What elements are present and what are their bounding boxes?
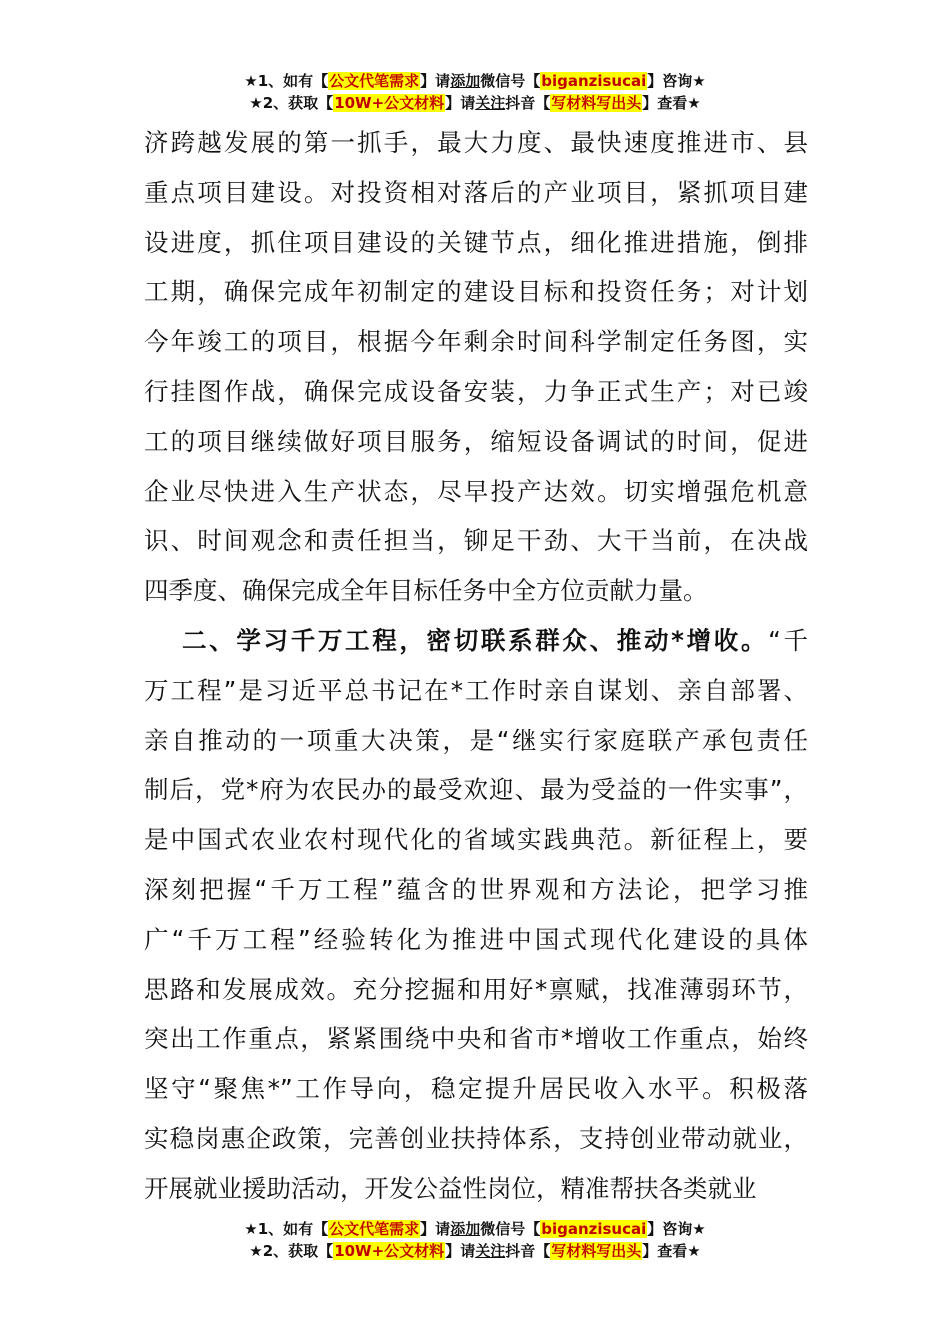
banner-underline: 关注 xyxy=(475,1242,506,1260)
banner-text: ★2、获取【 xyxy=(249,94,334,112)
document-body xyxy=(144,118,808,1214)
banner-highlight-douyin: 写材料写出头 xyxy=(551,1242,642,1260)
text-line: 制后，党*府为农民办的最受欢迎、最为受益的一件实事”， xyxy=(144,775,808,805)
banner-text: 】请 xyxy=(445,1242,476,1260)
banner-underline: 添加 xyxy=(450,1220,481,1238)
banner-highlight: 10W+公文材料 xyxy=(334,1242,445,1260)
text-line: 工期，确保完成年初制定的建设目标和投资任务；对计划 xyxy=(144,277,808,307)
text-line: 广“千万工程”经验转化为推进中国式现代化建设的具体 xyxy=(144,924,808,954)
header-banner xyxy=(0,70,950,114)
banner-highlight-wechat: biganzisucai xyxy=(541,72,647,90)
text-line: 开展就业援助活动，开发公益性岗位，精准帮扶各类就业 xyxy=(144,1173,757,1203)
banner-text: 】请 xyxy=(420,1220,451,1238)
text-line: 突出工作重点，紧紧围绕中央和省市*增收工作重点，始终 xyxy=(144,1024,808,1054)
banner-text: 】查看★ xyxy=(642,94,701,112)
text-line: 设进度，抓住项目建设的关键节点，细化推进措施，倒排 xyxy=(144,227,808,257)
banner-text: 】咨询★ xyxy=(647,1220,706,1238)
text-line: 万工程”是习近平总书记在*工作时亲自谋划、亲自部署、 xyxy=(144,675,808,705)
banner-highlight-wechat: biganzisucai xyxy=(541,1220,647,1238)
text-line: 四季度、确保完成全年目标任务中全方位贡献力量。 xyxy=(144,576,708,606)
banner-highlight: 10W+公文材料 xyxy=(334,94,445,112)
text-line: 识、时间观念和责任担当，铆足干劲、大干当前，在决战 xyxy=(144,526,808,556)
banner-line-1 xyxy=(0,70,950,92)
text-line: 实稳岗惠企政策，完善创业扶持体系，支持创业带动就业， xyxy=(144,1123,808,1153)
section-heading-line xyxy=(144,616,808,666)
section-heading: 二、学习千万工程，密切联系群众、推动*增收。 xyxy=(182,625,769,655)
footer-banner xyxy=(0,1218,950,1262)
banner-text: 抖音【 xyxy=(505,94,551,112)
text-line: 济跨越发展的第一抓手，最大力度、最快速度推进市、县 xyxy=(144,128,808,157)
banner-line-1 xyxy=(0,1218,950,1240)
banner-text: 】查看★ xyxy=(642,1242,701,1260)
text-line: 深刻把握“千万工程”蕴含的世界观和方法论，把学习推 xyxy=(144,874,808,904)
banner-text: 】请 xyxy=(445,94,476,112)
text-line: 亲自推动的一项重大决策，是“继实行家庭联产承包责任 xyxy=(144,725,808,755)
banner-text: 微信号【 xyxy=(480,1220,541,1238)
banner-line-2 xyxy=(0,92,950,114)
paragraph-1 xyxy=(144,118,808,616)
banner-text: 抖音【 xyxy=(505,1242,551,1260)
section-heading-tail: “千 xyxy=(768,625,808,655)
banner-highlight: 公文代笔需求 xyxy=(329,72,420,90)
text-line: 工的项目继续做好项目服务，缩短设备调试的时间，促进 xyxy=(144,426,808,456)
banner-text: 微信号【 xyxy=(480,72,541,90)
banner-line-2 xyxy=(0,1240,950,1262)
text-line: 坚守“聚焦*”工作导向，稳定提升居民收入水平。积极落 xyxy=(144,1074,808,1104)
banner-underline: 关注 xyxy=(475,94,506,112)
paragraph-2 xyxy=(144,616,808,1214)
banner-highlight: 公文代笔需求 xyxy=(329,1220,420,1238)
text-line: 行挂图作战，确保完成设备安装，力争正式生产；对已竣 xyxy=(144,376,808,406)
text-line: 重点项目建设。对投资相对落后的产业项目，紧抓项目建 xyxy=(144,177,808,207)
banner-text: 】咨询★ xyxy=(647,72,706,90)
banner-text: ★2、获取【 xyxy=(249,1242,334,1260)
text-line: 企业尽快进入生产状态，尽早投产达效。切实增强危机意 xyxy=(144,476,808,506)
banner-highlight-douyin: 写材料写出头 xyxy=(551,94,642,112)
banner-underline: 添加 xyxy=(450,72,481,90)
text-line: 今年竣工的项目，根据今年剩余时间科学制定任务图，实 xyxy=(144,327,808,357)
text-line: 是中国式农业农村现代化的省域实践典范。新征程上，要 xyxy=(144,825,808,855)
banner-text: 】请 xyxy=(420,72,451,90)
text-line: 思路和发展成效。充分挖掘和用好*禀赋，找准薄弱环节， xyxy=(144,974,808,1004)
banner-text: ★1、如有【 xyxy=(244,1220,329,1238)
banner-text: ★1、如有【 xyxy=(244,72,329,90)
